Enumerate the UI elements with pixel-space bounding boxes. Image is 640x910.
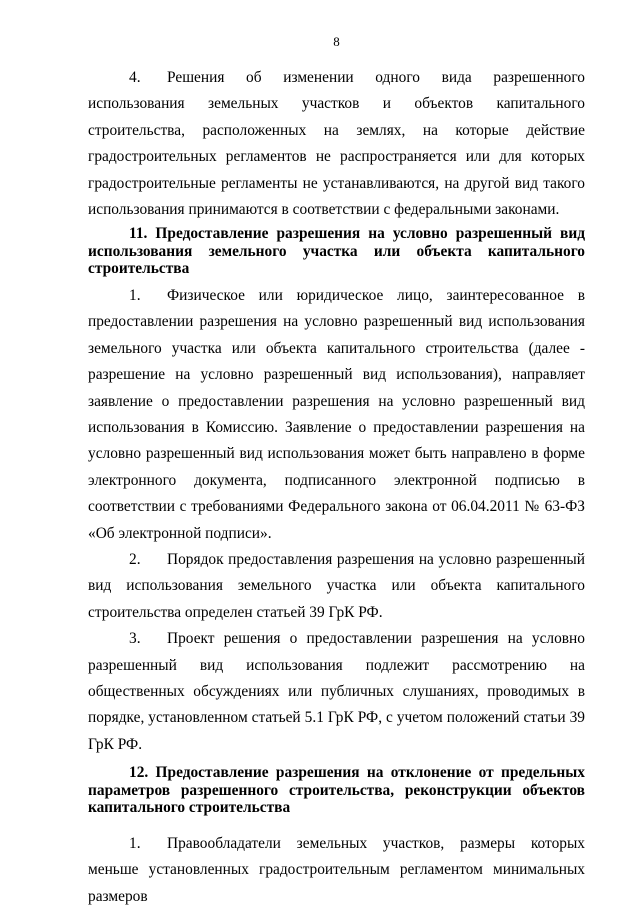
paragraph-4 <box>88 65 585 223</box>
paragraph-text: Физическое или юридическое лицо, заинтересованное в предоставлении разрешения на условно разрешенный вид использования земельного участка или объекта капитального строительства (далее - разрешение на условно разрешенный вид использования), направляет заявление о предоставлении разрешения на условно разрешенный вид использования в Комиссию. Заявление о предоставлении разрешения на условно разрешенный вид использования может быть направлено в форме электронного документа, подписанного электронной подписью в соответствии с требованиями Федерального закона от 06.04.2011 № 63-ФЗ «Об электронной подписи». <box>88 286 585 542</box>
page-number: 8 <box>333 34 340 49</box>
paragraph-text: Правообладатели земельных участков, размеры которых меньше установленных градостроительным регламентом минимальных размеров <box>88 834 585 905</box>
paragraph-text: Проект решения о предоставлении разрешения на условно разрешенный вид использования подлежит рассмотрению на общественных обсуждениях или публичных слушаниях, проводимых в порядке, установленном статьей 5.1 ГрК РФ, с учетом положений статьи 39 ГрК РФ. <box>88 630 585 753</box>
paragraph-number: 4. <box>129 69 141 86</box>
paragraph-number: 2. <box>129 551 141 568</box>
paragraph-text: Решения об изменении одного вида разрешенного использования земельных участков и объектов капитального строительства, расположенных на землях, на которые действие градостроительных регламентов не распространяется или для которых градостроительные регламенты не устанавливаются, на другой вид такого использования принимаются в соответствии с федеральными законами. <box>88 69 585 219</box>
paragraph-11-1 <box>88 283 585 547</box>
section-11-heading: 11. Предоставление разрешения на условно разрешенный вид использования земельного участка или объекта капитального строительства <box>88 225 585 278</box>
paragraph-11-3 <box>88 626 585 758</box>
paragraph-11-2 <box>88 547 585 626</box>
paragraph-number: 1. <box>129 286 141 304</box>
paragraph-text: Порядок предоставления разрешения на условно разрешенный вид использования земельного участка или объекта капитального строительства определен статьей 39 ГрК РФ. <box>88 551 585 621</box>
paragraph-12-1 <box>88 831 585 910</box>
paragraph-number: 3. <box>129 630 141 648</box>
paragraph-number: 1. <box>129 834 141 852</box>
section-12-heading: 12. Предоставление разрешения на отклонение от предельных параметров разрешенного строительства, реконструкции объектов капитального строительства <box>88 764 585 817</box>
